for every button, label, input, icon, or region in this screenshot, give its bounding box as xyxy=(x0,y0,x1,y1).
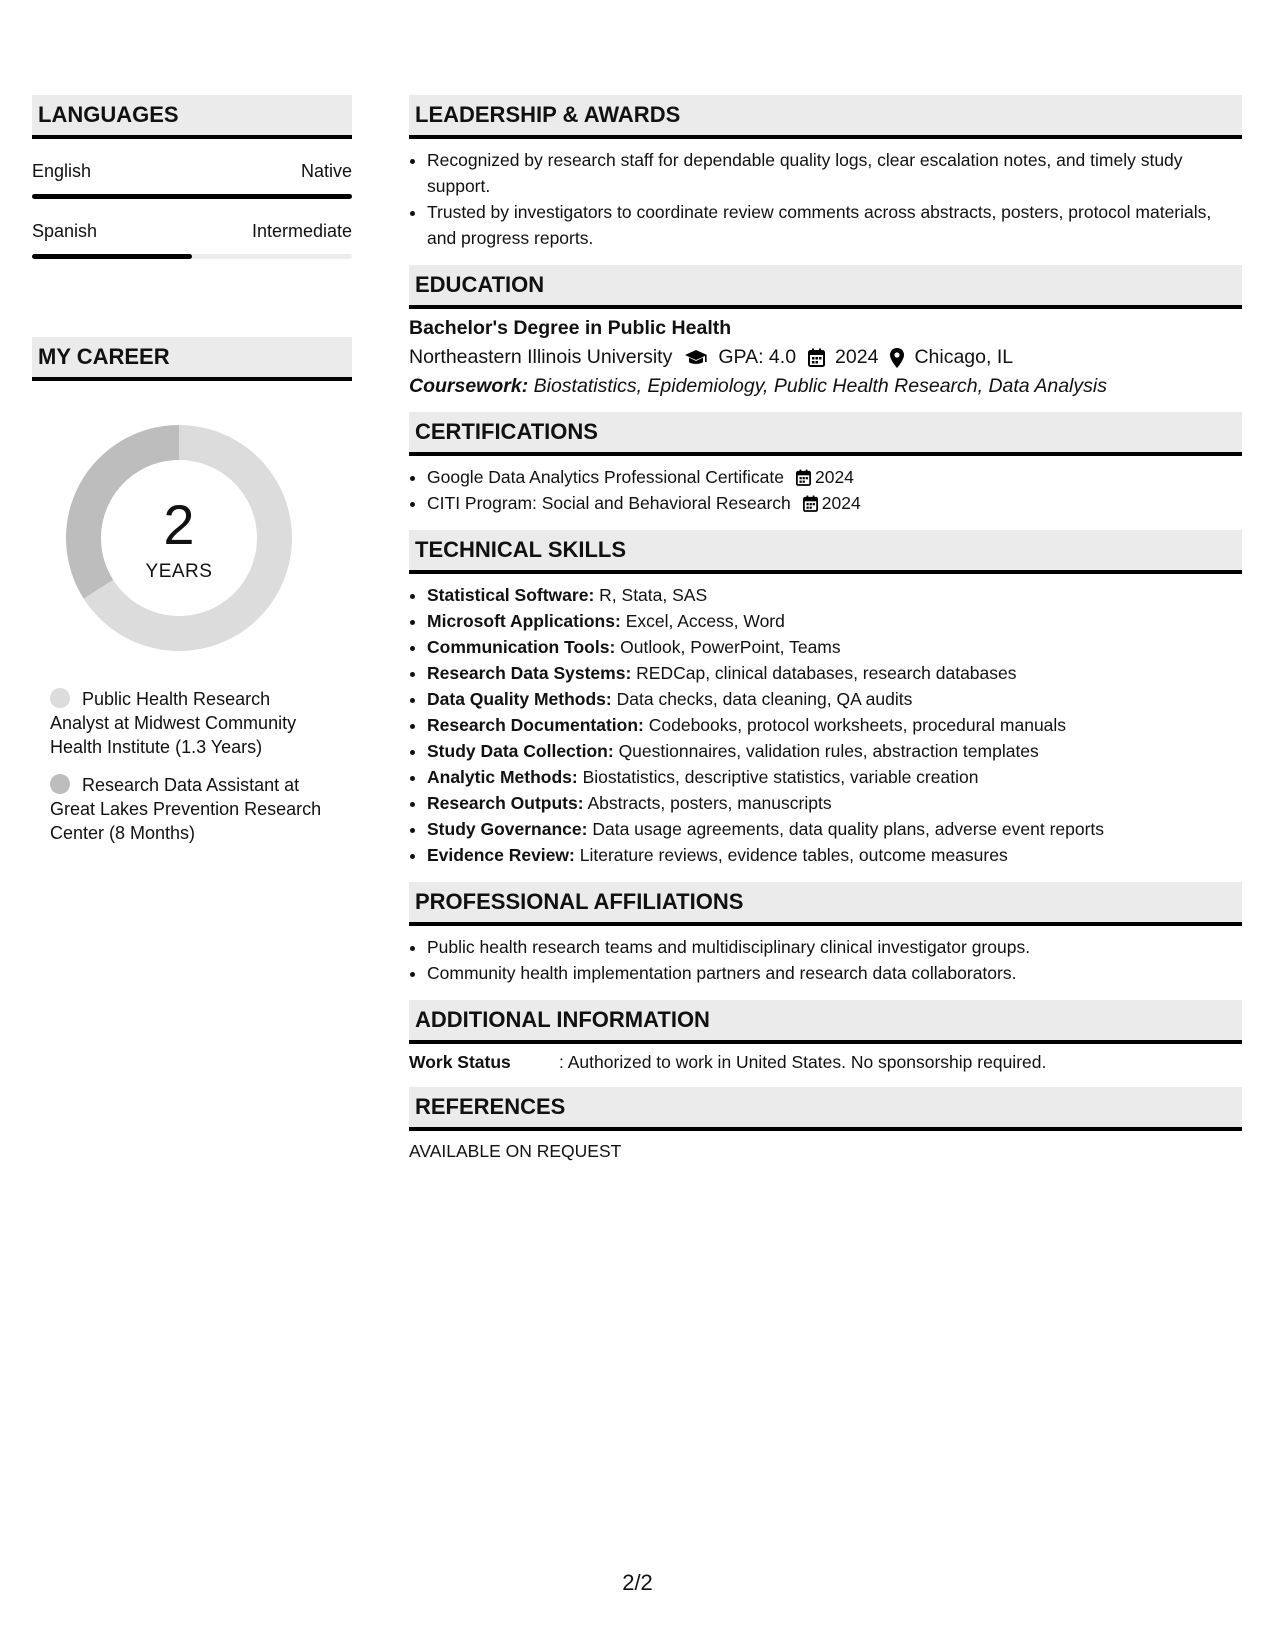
certification-year: 2024 xyxy=(814,467,854,487)
skill-value: Data usage agreements, data quality plans, adverse event reports xyxy=(592,819,1105,839)
coursework-list: Biostatistics, Epidemiology, Public Health Research, Data Analysis xyxy=(533,375,1107,397)
skill-label: Research Documentation: xyxy=(427,715,644,735)
career-legend-item xyxy=(50,687,325,759)
education-heading: EDUCATION xyxy=(409,265,1242,309)
career-heading: MY CAREER xyxy=(32,337,352,381)
language-level: Intermediate xyxy=(251,221,352,241)
certifications-section xyxy=(409,412,1242,516)
career-legend xyxy=(50,687,325,845)
skill-label: Evidence Review: xyxy=(427,845,575,865)
skill-label: Statistical Software: xyxy=(427,585,595,605)
references-text: AVAILABLE ON REQUEST xyxy=(409,1141,622,1161)
career-donut-chart xyxy=(66,425,292,651)
list-item xyxy=(427,790,1242,816)
calendar-icon xyxy=(796,469,811,486)
language-proficiency-bar xyxy=(32,254,352,259)
skill-value: Literature reviews, evidence tables, outcome measures xyxy=(579,845,1008,865)
affiliations-heading: PROFESSIONAL AFFILIATIONS xyxy=(409,882,1242,926)
language-proficiency-fill xyxy=(32,194,352,199)
list-item xyxy=(427,464,1242,490)
list-item: • Public health research teams and multidisciplinary clinical investigator groups. xyxy=(427,934,1242,960)
language-proficiency-fill xyxy=(32,254,192,259)
language-name: English xyxy=(32,161,92,181)
calendar-icon xyxy=(808,348,825,367)
work-status-value: : Authorized to work in United States. No sponsorship required. xyxy=(559,1052,1047,1072)
skill-value: Data checks, data cleaning, QA audits xyxy=(616,689,913,709)
certification-name: • CITI Program: Social and Behavioral Research xyxy=(427,493,791,513)
list-item xyxy=(427,490,1242,516)
language-spanish xyxy=(32,221,352,259)
skill-value: Excel, Access, Word xyxy=(625,611,785,631)
skills-section xyxy=(409,530,1242,868)
leadership-section xyxy=(409,95,1242,251)
list-item xyxy=(427,738,1242,764)
additional-section xyxy=(409,1000,1242,1073)
degree-title: Bachelor's Degree in Public Health xyxy=(409,317,732,339)
school-location: Chicago, IL xyxy=(914,346,1014,368)
skills-heading: TECHNICAL SKILLS xyxy=(409,530,1242,574)
skill-value: Codebooks, protocol worksheets, procedural manuals xyxy=(648,715,1067,735)
left-column xyxy=(32,95,352,859)
skills-list xyxy=(409,582,1242,868)
education-details xyxy=(409,346,1242,369)
references-heading: REFERENCES xyxy=(409,1087,1242,1131)
skill-label: Microsoft Applications: xyxy=(427,611,621,631)
list-item xyxy=(427,764,1242,790)
work-status-row xyxy=(409,1052,1242,1073)
skill-value: Biostatistics, descriptive statistics, variable creation xyxy=(582,767,979,787)
skill-label: Analytic Methods: xyxy=(427,767,578,787)
legend-swatch xyxy=(50,774,70,794)
career-legend-item xyxy=(50,773,325,845)
list-item: • Community health implementation partners and research data collaborators. xyxy=(427,960,1242,986)
list-item xyxy=(427,582,1242,608)
references-section xyxy=(409,1087,1242,1162)
skill-label: Study Governance: xyxy=(427,819,588,839)
certifications-heading: CERTIFICATIONS xyxy=(409,412,1242,456)
graduation-year: 2024 xyxy=(835,346,879,368)
certification-year: 2024 xyxy=(821,493,861,513)
page-number: 2/2 xyxy=(622,1570,653,1595)
legend-swatch xyxy=(50,688,70,708)
school-name: Northeastern Illinois University xyxy=(409,346,673,368)
education-section xyxy=(409,265,1242,398)
skill-label: Research Outputs: xyxy=(427,793,584,813)
skill-label: Data Quality Methods: xyxy=(427,689,612,709)
skill-value: Questionnaires, validation rules, abstraction templates xyxy=(618,741,1039,761)
legend-label: Research Data Assistant at Great Lakes Prevention Research Center (8 Months) xyxy=(50,775,322,843)
list-item: • Trusted by investigators to coordinate review comments across abstracts, posters, protocol materials, and progress reports. xyxy=(427,199,1242,251)
certifications-list xyxy=(409,464,1242,516)
career-total-years: 2 xyxy=(163,493,195,556)
affiliations-list xyxy=(409,934,1242,986)
certification-name: • Google Data Analytics Professional Certificate xyxy=(427,467,784,487)
list-item xyxy=(427,660,1242,686)
skill-value: Outlook, PowerPoint, Teams xyxy=(620,637,841,657)
languages-heading: LANGUAGES xyxy=(32,95,352,139)
list-item xyxy=(427,842,1242,868)
leadership-list xyxy=(409,147,1242,251)
work-status-label: Work Status xyxy=(409,1052,511,1072)
skill-value: R, Stata, SAS xyxy=(599,585,708,605)
list-item xyxy=(427,712,1242,738)
list-item xyxy=(427,608,1242,634)
gpa: GPA: 4.0 xyxy=(718,346,797,368)
skill-value: Abstracts, posters, manuscripts xyxy=(587,793,832,813)
coursework-label: Coursework: xyxy=(409,375,529,397)
leadership-heading: LEADERSHIP & AWARDS xyxy=(409,95,1242,139)
right-column xyxy=(409,95,1242,1176)
language-english xyxy=(32,161,352,199)
language-level: Native xyxy=(300,161,352,181)
skill-label: Research Data Systems: xyxy=(427,663,632,683)
skill-label: Study Data Collection: xyxy=(427,741,614,761)
additional-heading: ADDITIONAL INFORMATION xyxy=(409,1000,1242,1044)
language-proficiency-bar xyxy=(32,194,352,199)
list-item: • Recognized by research staff for dependable quality logs, clear escalation notes, and timely study support. xyxy=(427,147,1242,199)
list-item xyxy=(427,816,1242,842)
calendar-icon xyxy=(803,495,818,512)
location-pin-icon xyxy=(890,348,904,368)
coursework xyxy=(409,375,1242,398)
list-item xyxy=(427,634,1242,660)
legend-label: Public Health Research Analyst at Midwest Community Health Institute (1.3 Years) xyxy=(50,689,297,757)
skill-label: Communication Tools: xyxy=(427,637,616,657)
career-total-unit: YEARS xyxy=(145,561,213,582)
graduation-cap-icon xyxy=(684,349,708,367)
affiliations-section xyxy=(409,882,1242,986)
language-name: Spanish xyxy=(32,221,98,241)
skill-value: REDCap, clinical databases, research databases xyxy=(636,663,1017,683)
list-item xyxy=(427,686,1242,712)
